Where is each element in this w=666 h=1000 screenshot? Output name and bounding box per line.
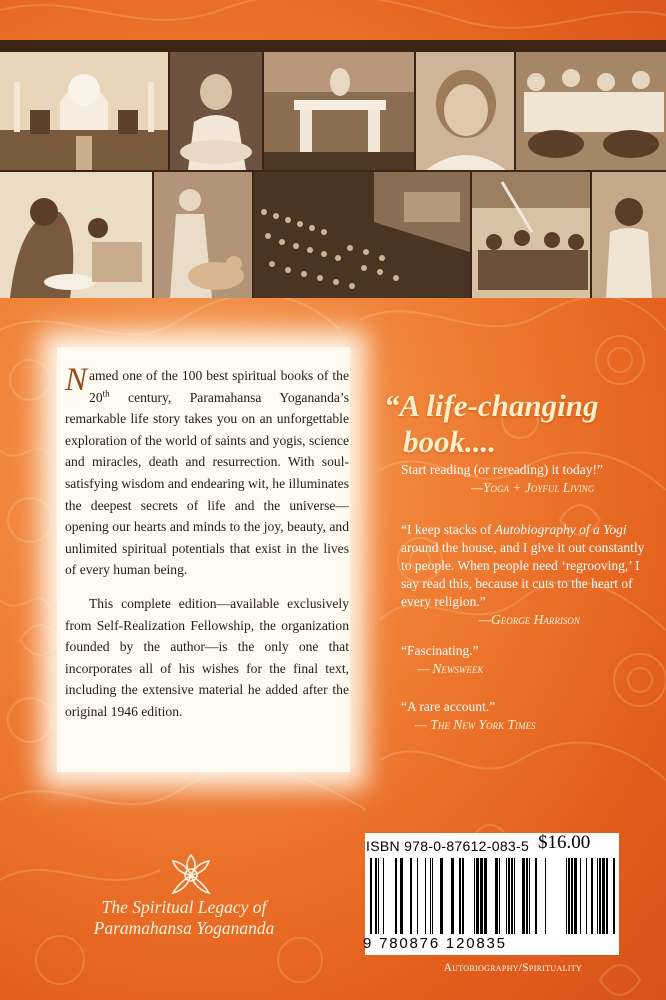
barcode-bar (425, 858, 426, 934)
meditating-master-photo (170, 52, 262, 170)
barcode-bar (432, 858, 433, 934)
attribution: — The New York Times (415, 717, 536, 732)
barcode-bar (395, 858, 397, 934)
barcode-bar (370, 858, 372, 934)
lotus-star-logo (169, 851, 213, 897)
barcode-bar (484, 858, 487, 934)
attribution: — Newsweek (417, 661, 484, 676)
attribution: —Yoga + Joyful Living (471, 480, 595, 495)
barcode-bar (474, 858, 475, 934)
barcode-bar (417, 858, 418, 934)
barcode-bar (613, 858, 615, 934)
photo-collage-strip (0, 40, 666, 298)
review-newsweek: “Fascinating.” — Newsweek (401, 642, 651, 678)
barcode-bar (526, 858, 528, 934)
barcode-digits: 9 780876 120835 (363, 935, 507, 952)
barcode-bar (514, 858, 515, 934)
isbn-label: ISBN 978-0-87612-083-5 (366, 838, 530, 854)
barcode-bar (480, 858, 483, 934)
auditorium-crowd-photo (254, 172, 470, 298)
barcode-bar (375, 858, 377, 934)
seated-boy-photo (592, 172, 666, 298)
barcode-bar (599, 858, 601, 934)
barcode-bar (410, 858, 412, 934)
barcode-bar (574, 858, 577, 934)
barcode-bar (440, 858, 443, 934)
smiling-portrait-photo (416, 52, 514, 170)
feeding-children-photo (0, 172, 152, 298)
barcode-bar (499, 858, 500, 934)
barcode-bar (571, 858, 573, 934)
barcode-bar (522, 858, 525, 934)
attribution: —George Harrison (479, 612, 580, 627)
barcode-bar (535, 858, 537, 934)
group-with-drums-photo (516, 52, 666, 170)
barcode-bar (529, 858, 530, 934)
barcode-bar (451, 858, 454, 934)
description-paragraph-1: Named one of the 100 best spiritual books of the 20th century, Paramahansa Yogananda’s remarkable life story takes you on an unforgettable exploration of the world of saints and yogis, science and miracles, death and resurrection. With soul-satisfying wisdom and endearing wit, he illuminates the deepest secrets of life and the universe—opening our hearts and minds to the joy, beauty, and unlimited spiritual potentials that exist in the lives of every human being. (65, 362, 349, 578)
master-with-dog-photo (154, 172, 252, 298)
barcode-bar (566, 858, 567, 934)
price-label: $16.00 (538, 832, 591, 853)
barcode-bar (511, 858, 513, 934)
spiritual-legacy-signature: The Spiritual Legacy of Paramahansa Yogananda (93, 897, 275, 938)
review-yoga-joyful-living: Start reading (or rereading) it today!” —Yoga + Joyful Living (401, 461, 651, 497)
barcode-bar (378, 858, 379, 934)
headline-quote: “A life-changing book.... (384, 388, 599, 459)
review-new-york-times: “A rare account.” — The New York Times (401, 698, 651, 734)
drop-cap: N (65, 362, 88, 398)
barcode-bar (586, 858, 587, 934)
barcode-bar (476, 858, 479, 934)
category-label: Autobiography/Spirituality (443, 962, 582, 974)
description-paragraph-2: This complete edition—available exclusively from Self-Realization Fellowship, the organization founded by the author—is the only one that incorporates all of his wishes for the final text, including the extensive material he added after the original 1946 edition. (65, 595, 349, 719)
description-text (65, 362, 349, 723)
barcode-bar (606, 858, 608, 934)
temple-gate-photo (264, 52, 414, 170)
barcode-bar (597, 858, 598, 934)
barcode-bar (495, 858, 498, 934)
barcode-bar (462, 858, 464, 934)
barcode-bar (508, 858, 510, 934)
barcode-bar (602, 858, 605, 934)
review-george-harrison: “I keep stacks of Autobiography of a Yogi around the house, and I give it out constantly to people. When people need ‘regrooving,’ I say read this, because it cuts to the heart of every religion.” —George Harrison (401, 521, 651, 629)
barcode-bar (580, 858, 581, 934)
barcode-bars (368, 858, 618, 936)
barcode-bar (568, 858, 570, 934)
barcode-bar (591, 858, 593, 934)
barcode-bar (506, 858, 507, 934)
barcode-bar (545, 858, 546, 934)
description-panel (57, 347, 350, 772)
barcode-bar (400, 858, 403, 934)
taj-mahal-photo (0, 52, 168, 170)
barcode-bar (430, 858, 431, 934)
barcode-bar (383, 858, 384, 934)
barcode-bar (459, 858, 461, 934)
river-ghat-group-photo (472, 172, 590, 298)
